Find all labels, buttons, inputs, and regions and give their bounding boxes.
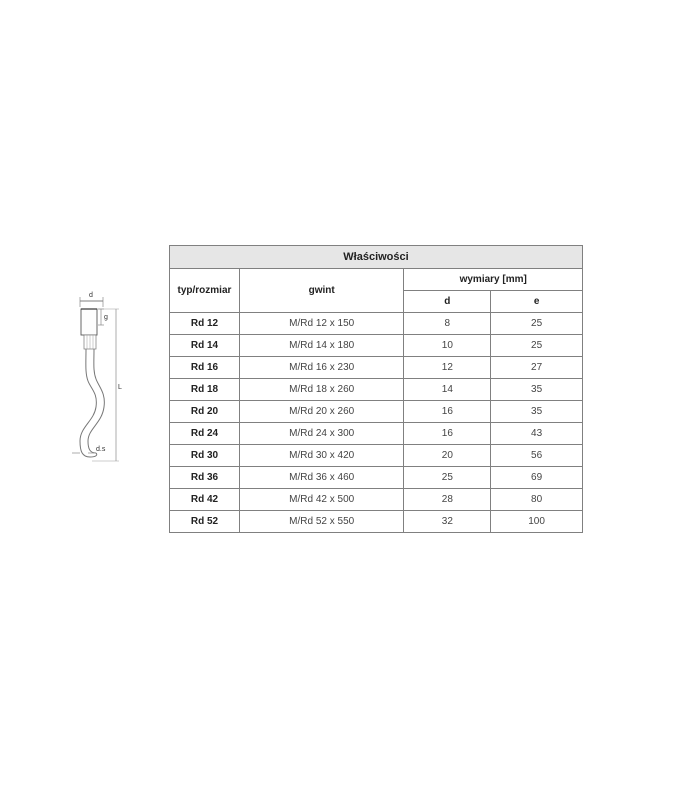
table-row [170,423,583,445]
cell-e: 69 [491,467,583,489]
table-row [170,357,583,379]
table-row [170,511,583,533]
cell-thread: M/Rd 42 x 500 [239,489,404,511]
dimension-d-label: d [89,292,93,299]
cell-e: 100 [491,511,583,533]
table-row [170,379,583,401]
cell-type: Rd 14 [170,335,240,357]
cell-type: Rd 30 [170,445,240,467]
cell-e: 56 [491,445,583,467]
dimension-g-label: g [104,314,108,321]
table-title: Właściwości [170,246,583,269]
anchor-rod-tip [90,453,97,457]
cell-type: Rd 42 [170,489,240,511]
cell-thread: M/Rd 14 x 180 [239,335,404,357]
cell-d: 16 [404,401,491,423]
cell-e: 25 [491,313,583,335]
cell-thread: M/Rd 30 x 420 [239,445,404,467]
cell-type: Rd 24 [170,423,240,445]
column-header-e: e [491,291,583,313]
cell-thread: M/Rd 12 x 150 [239,313,404,335]
cell-d: 12 [404,357,491,379]
column-header-dimensions: wymiary [mm] [404,269,583,291]
cell-d: 28 [404,489,491,511]
cell-thread: M/Rd 20 x 260 [239,401,404,423]
cell-d: 16 [404,423,491,445]
anchor-drawing [68,285,138,475]
cell-d: 10 [404,335,491,357]
cell-e: 80 [491,489,583,511]
cell-type: Rd 18 [170,379,240,401]
cell-thread: M/Rd 36 x 460 [239,467,404,489]
table-row [170,445,583,467]
cell-e: 35 [491,379,583,401]
properties-table-head [170,246,583,313]
cell-thread: M/Rd 52 x 550 [239,511,404,533]
properties-table-body [170,313,583,533]
cell-thread: M/Rd 24 x 300 [239,423,404,445]
table-row [170,489,583,511]
column-header-d: d [404,291,491,313]
cell-d: 14 [404,379,491,401]
cell-type: Rd 36 [170,467,240,489]
dimension-L-label: L [118,384,122,391]
table-row [170,313,583,335]
anchor-head [81,309,97,335]
cell-d: 32 [404,511,491,533]
cell-e: 25 [491,335,583,357]
cell-thread: M/Rd 16 x 230 [239,357,404,379]
properties-table [169,245,583,533]
cell-d: 8 [404,313,491,335]
dimension-ds-label: d.s [96,446,106,453]
cell-type: Rd 16 [170,357,240,379]
column-header-type: typ/rozmiar [170,269,240,313]
table-header-row [170,269,583,291]
cell-e: 35 [491,401,583,423]
cell-e: 43 [491,423,583,445]
table-title-row [170,246,583,269]
cell-type: Rd 12 [170,313,240,335]
cell-type: Rd 52 [170,511,240,533]
table-row [170,467,583,489]
cell-d: 25 [404,467,491,489]
column-header-thread: gwint [239,269,404,313]
cell-e: 27 [491,357,583,379]
cell-thread: M/Rd 18 x 260 [239,379,404,401]
table-row [170,401,583,423]
cell-d: 20 [404,445,491,467]
cell-type: Rd 20 [170,401,240,423]
table-row [170,335,583,357]
anchor-drawing-svg [68,285,138,475]
